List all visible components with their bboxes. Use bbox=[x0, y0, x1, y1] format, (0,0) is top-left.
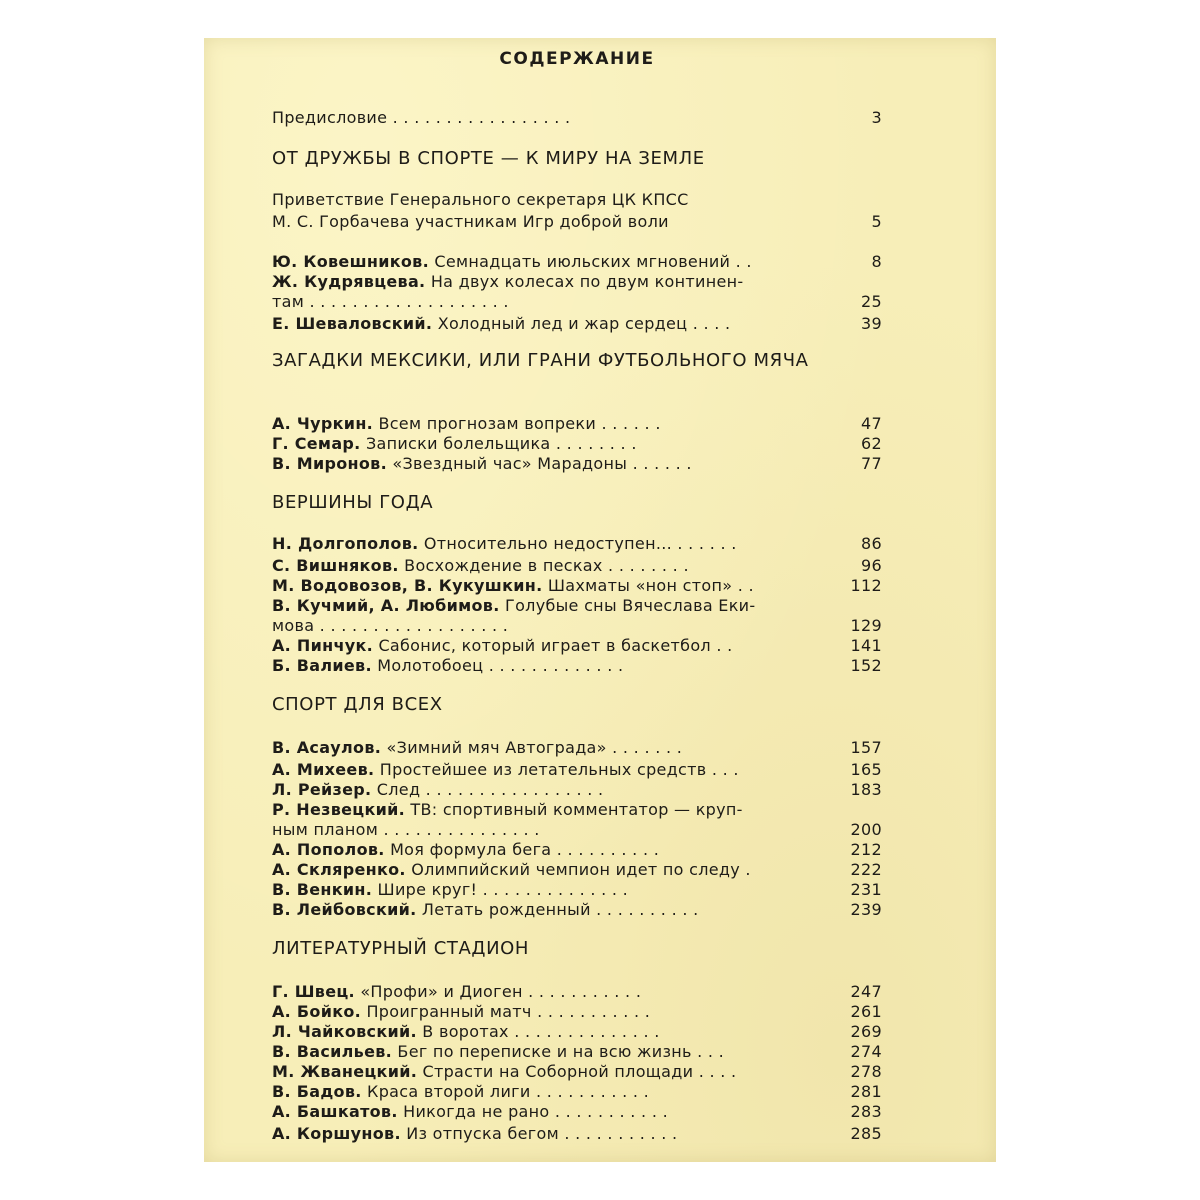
entry-page: 281 bbox=[850, 1082, 882, 1101]
entry-title: Сабонис, который играет в баскетбол . . bbox=[378, 636, 733, 655]
toc-entry-preface bbox=[272, 108, 882, 128]
entry-title: ным планом . . . . . . . . . . . . . . . bbox=[272, 820, 540, 839]
entry-author: В. Венкин. bbox=[272, 880, 373, 899]
entry-author: В. Лейбовский. bbox=[272, 900, 417, 919]
entry-title: След . . . . . . . . . . . . . . . . . bbox=[376, 780, 604, 799]
toc-entry bbox=[272, 434, 882, 454]
entry-author: Р. Незвецкий. bbox=[272, 800, 406, 819]
page-title: СОДЕРЖАНИЕ bbox=[499, 49, 655, 69]
section-title: ЗАГАДКИ МЕКСИКИ, ИЛИ ГРАНИ ФУТБОЛЬНОГО МЯЧА bbox=[272, 350, 809, 371]
entry-page: 5 bbox=[871, 212, 882, 231]
toc-entry bbox=[272, 556, 882, 576]
toc-entry bbox=[272, 212, 882, 232]
section-title: ЛИТЕРАТУРНЫЙ СТАДИОН bbox=[272, 938, 530, 959]
entry-page: 39 bbox=[861, 314, 882, 333]
entry-author: В. Кучмий, А. Любимов. bbox=[272, 596, 500, 615]
toc-entry bbox=[272, 840, 882, 860]
entry-page: 231 bbox=[850, 880, 882, 899]
entry-author: Л. Рейзер. bbox=[272, 780, 372, 799]
toc-entry bbox=[272, 1062, 882, 1082]
entry-title: Семнадцать июльских мгновений . . bbox=[434, 252, 752, 271]
entry-title: Краса второй лиги . . . . . . . . . . . bbox=[367, 1082, 650, 1101]
entry-page: 25 bbox=[861, 292, 882, 311]
entry-page: 157 bbox=[850, 738, 882, 757]
entry-page: 247 bbox=[850, 982, 882, 1001]
entry-author: А. Чуркин. bbox=[272, 414, 374, 433]
toc-entry bbox=[272, 252, 882, 272]
entry-title: Относительно недоступен... . . . . . . bbox=[423, 534, 737, 553]
entry-page: 96 bbox=[861, 556, 882, 575]
toc-entry bbox=[272, 314, 882, 334]
entry-author: М. Водовозов, В. Кукушкин. bbox=[272, 576, 543, 595]
entry-author: В. Васильев. bbox=[272, 1042, 393, 1061]
toc-entry bbox=[272, 414, 882, 434]
entry-page: 8 bbox=[871, 252, 882, 271]
entry-page: 285 bbox=[850, 1124, 882, 1143]
entry-title: Записки болельщика . . . . . . . . bbox=[365, 434, 637, 453]
toc-entry bbox=[272, 820, 882, 840]
entry-title: Предисловие . . . . . . . . . . . . . . . . . bbox=[272, 108, 571, 127]
entry-title: Восхождение в песках . . . . . . . . bbox=[404, 556, 689, 575]
toc-entry bbox=[272, 190, 882, 210]
toc-entry bbox=[272, 596, 882, 616]
toc-entry bbox=[272, 900, 882, 920]
entry-title: Из отпуска бегом . . . . . . . . . . . bbox=[406, 1124, 678, 1143]
toc-entry bbox=[272, 616, 882, 636]
entry-author: В. Бадов. bbox=[272, 1082, 362, 1101]
toc-entry bbox=[272, 1082, 882, 1102]
entry-author: А. Коршунов. bbox=[272, 1124, 401, 1143]
entry-page: 47 bbox=[861, 414, 882, 433]
entry-title: Простейшее из летательных средств . . . bbox=[379, 760, 739, 779]
entry-title: Летать рожденный . . . . . . . . . . bbox=[421, 900, 699, 919]
entry-author: С. Вишняков. bbox=[272, 556, 399, 575]
entry-author: А. Михеев. bbox=[272, 760, 375, 779]
entry-title: Приветствие Генерального секретаря ЦК КПСС bbox=[272, 190, 689, 209]
entry-author: А. Башкатов. bbox=[272, 1102, 398, 1121]
toc-entry bbox=[272, 1102, 882, 1122]
entry-author: Е. Шеваловский. bbox=[272, 314, 433, 333]
toc-entry bbox=[272, 656, 882, 676]
entry-author: А. Пинчук. bbox=[272, 636, 374, 655]
entry-author: Г. Швец. bbox=[272, 982, 355, 1001]
toc-entry bbox=[272, 1124, 882, 1144]
entry-page: 261 bbox=[850, 1002, 882, 1021]
entry-title: там . . . . . . . . . . . . . . . . . . . bbox=[272, 292, 509, 311]
section-title: ВЕРШИНЫ ГОДА bbox=[272, 492, 434, 513]
entry-page: 165 bbox=[850, 760, 882, 779]
entry-page: 141 bbox=[850, 636, 882, 655]
entry-title: Проигранный матч . . . . . . . . . . . bbox=[366, 1002, 651, 1021]
entry-page: 152 bbox=[850, 656, 882, 675]
entry-author: В. Асаулов. bbox=[272, 738, 382, 757]
toc-entry bbox=[272, 982, 882, 1002]
entry-page: 222 bbox=[850, 860, 882, 879]
entry-title: В воротах . . . . . . . . . . . . . . bbox=[422, 1022, 660, 1041]
entry-author: М. Жванецкий. bbox=[272, 1062, 418, 1081]
toc-entry bbox=[272, 1042, 882, 1062]
entry-page: 269 bbox=[850, 1022, 882, 1041]
entry-page: 212 bbox=[850, 840, 882, 859]
entry-page: 112 bbox=[850, 576, 882, 595]
entry-title: Моя формула бега . . . . . . . . . . bbox=[390, 840, 660, 859]
section-title: СПОРТ ДЛЯ ВСЕХ bbox=[272, 694, 443, 715]
toc-entry bbox=[272, 1002, 882, 1022]
entry-title: «Профи» и Диоген . . . . . . . . . . . bbox=[360, 982, 642, 1001]
entry-author: А. Скляренко. bbox=[272, 860, 406, 879]
entry-author: Б. Валиев. bbox=[272, 656, 372, 675]
entry-title: М. С. Горбачева участникам Игр доброй воли bbox=[272, 212, 669, 231]
entry-page: 278 bbox=[850, 1062, 882, 1081]
entry-author: Ж. Кудрявцева. bbox=[272, 272, 426, 291]
toc-entry bbox=[272, 780, 882, 800]
entry-title: Страсти на Соборной площади . . . . bbox=[422, 1062, 737, 1081]
entry-page: 86 bbox=[861, 534, 882, 553]
entry-title: Олимпийский чемпион идет по следу . bbox=[411, 860, 751, 879]
entry-author: В. Миронов. bbox=[272, 454, 387, 473]
toc-entry bbox=[272, 534, 882, 554]
toc-entry bbox=[272, 800, 882, 820]
section-title: ОТ ДРУЖБЫ В СПОРТЕ — К МИРУ НА ЗЕМЛЕ bbox=[272, 148, 705, 169]
toc-entry bbox=[272, 272, 882, 292]
entry-author: Г. Семар. bbox=[272, 434, 361, 453]
entry-title: На двух колесах по двум континен- bbox=[430, 272, 744, 291]
toc-entry bbox=[272, 760, 882, 780]
entry-page: 62 bbox=[861, 434, 882, 453]
toc-entry bbox=[272, 860, 882, 880]
entry-author: Ю. Ковешников. bbox=[272, 252, 429, 271]
toc-entry bbox=[272, 576, 882, 596]
toc-entry bbox=[272, 636, 882, 656]
entry-page: 239 bbox=[850, 900, 882, 919]
entry-author: А. Бойко. bbox=[272, 1002, 362, 1021]
entry-title: Шире круг! . . . . . . . . . . . . . . bbox=[377, 880, 629, 899]
entry-title: «Зимний мяч Автограда» . . . . . . . bbox=[386, 738, 683, 757]
entry-title: Никогда не рано . . . . . . . . . . . bbox=[403, 1102, 668, 1121]
entry-title: «Звездный час» Марадоны . . . . . . bbox=[392, 454, 692, 473]
entry-title: Голубые сны Вячеслава Еки- bbox=[505, 596, 756, 615]
toc-entry bbox=[272, 292, 882, 312]
entry-title: ТВ: спортивный комментатор — круп- bbox=[410, 800, 743, 819]
entry-author: Л. Чайковский. bbox=[272, 1022, 417, 1041]
entry-page: 283 bbox=[850, 1102, 882, 1121]
entry-title: Шахматы «нон стоп» . . bbox=[547, 576, 754, 595]
entry-author: А. Пополов. bbox=[272, 840, 385, 859]
entry-page: 200 bbox=[850, 820, 882, 839]
entry-page: 274 bbox=[850, 1042, 882, 1061]
toc-entry bbox=[272, 454, 882, 474]
entry-title: Бег по переписке и на всю жизнь . . . bbox=[397, 1042, 725, 1061]
entry-page: 77 bbox=[861, 454, 882, 473]
toc-entry bbox=[272, 880, 882, 900]
entry-author: Н. Долгополов. bbox=[272, 534, 419, 553]
entry-page: 129 bbox=[850, 616, 882, 635]
entry-page: 3 bbox=[871, 108, 882, 127]
toc-entry bbox=[272, 738, 882, 758]
entry-title: мова . . . . . . . . . . . . . . . . . . bbox=[272, 616, 509, 635]
entry-title: Всем прогнозам вопреки . . . . . . bbox=[378, 414, 661, 433]
entry-title: Холодный лед и жар сердец . . . . bbox=[437, 314, 731, 333]
entry-page: 183 bbox=[850, 780, 882, 799]
book-page bbox=[204, 38, 996, 1162]
entry-title: Молотобоец . . . . . . . . . . . . . bbox=[377, 656, 624, 675]
toc-entry bbox=[272, 1022, 882, 1042]
